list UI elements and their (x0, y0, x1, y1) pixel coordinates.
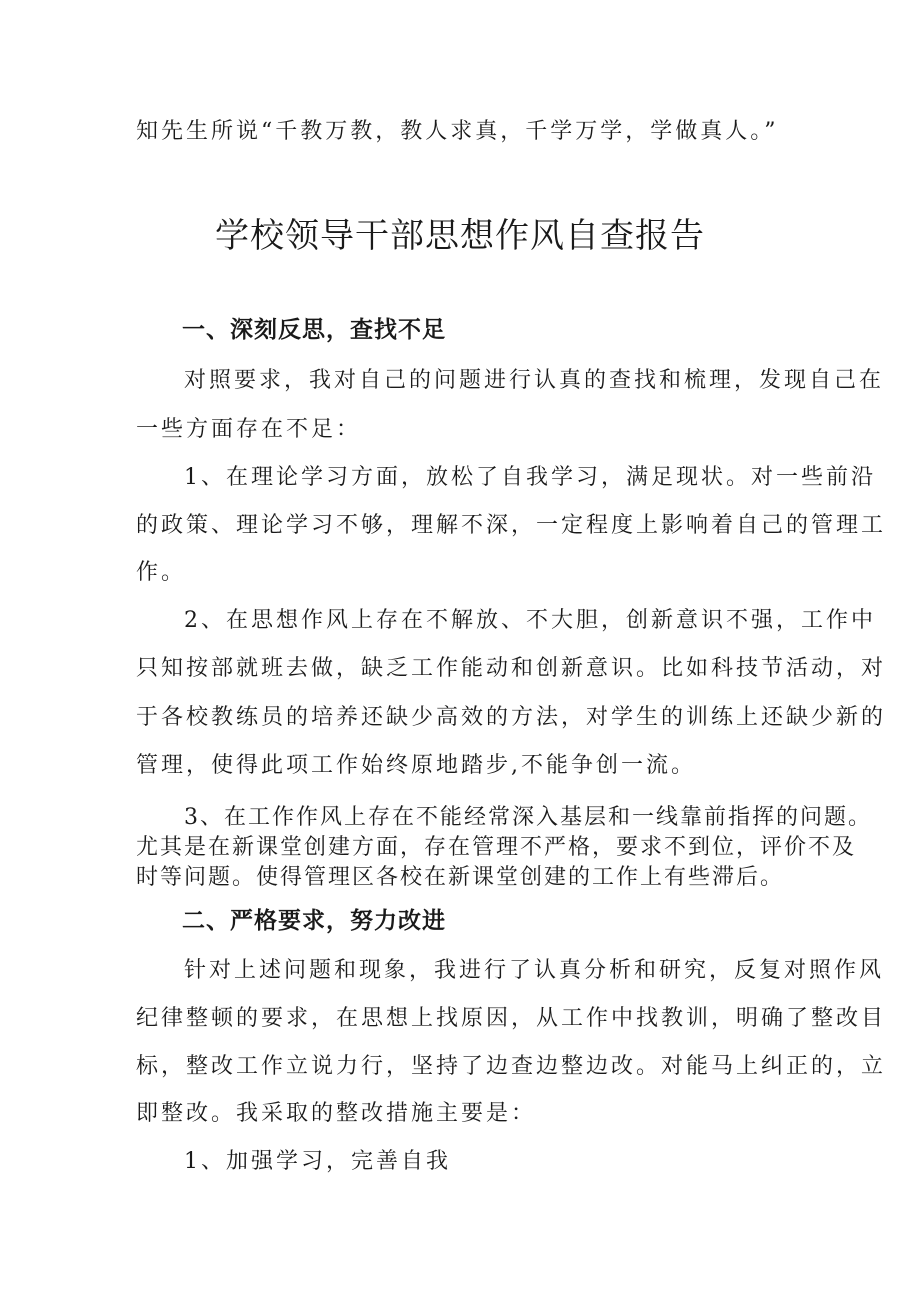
item-3-line: 3、在工作作风上存在不能经常深入基层和一线靠前指挥的问题。 (184, 805, 872, 830)
item-1-line: 1、在理论学习方面，放松了自我学习，满足现状。对一些前沿 (184, 465, 876, 490)
item-1-line: 作。 (136, 560, 187, 585)
section-2-paragraph-line: 针对上述问题和现象，我进行了认真分析和研究，反复对照作风 (184, 958, 885, 983)
section-1-paragraph-line: 一些方面存在不足： (136, 417, 362, 442)
item-2-line: 2、在思想作风上存在不解放、不大胆，创新意识不强，工作中 (184, 608, 876, 633)
section-2-heading: 二、严格要求，努力改进 (182, 908, 446, 934)
item-1-line: 的政策、理论学习不够，理解不深，一定程度上影响着自己的管理工 (136, 513, 887, 538)
item-2-line: 只知按部就班去做，缺乏工作能动和创新意识。比如科技节活动，对 (136, 656, 887, 681)
section-1-paragraph-line: 对照要求，我对自己的问题进行认真的查找和梳理，发现自己在 (184, 368, 885, 393)
section-2-item-1: 1、加强学习，完善自我 (184, 1149, 451, 1174)
section-2-paragraph-line: 纪律整顿的要求，在思想上找原因，从工作中找教训，明确了整改目 (136, 1006, 887, 1031)
item-2-line: 管理，使得此项工作始终原地踏步,不能争创一流。 (136, 753, 696, 778)
item-3-line: 尤其是在新课堂创建方面，存在管理不严格，要求不到位，评价不及 (136, 835, 857, 860)
item-3-line: 时等问题。使得管理区各校在新课堂创建的工作上有些滞后。 (136, 865, 785, 890)
section-2-paragraph-line: 即整改。我采取的整改措施主要是： (136, 1101, 537, 1126)
section-2-paragraph-line: 标，整改工作立说力行，坚持了边查边整边改。对能马上纠正的，立 (136, 1054, 887, 1079)
section-1-heading: 一、深刻反思，查找不足 (182, 317, 446, 343)
page-title: 学校领导干部思想作风自查报告 (215, 216, 705, 256)
intro-line: 知先生所说“千教万教，教人求真，千学万学，学做真人。” (136, 119, 779, 144)
item-2-line: 于各校教练员的培养还缺少高效的方法，对学生的训练上还缺少新的 (136, 705, 887, 730)
